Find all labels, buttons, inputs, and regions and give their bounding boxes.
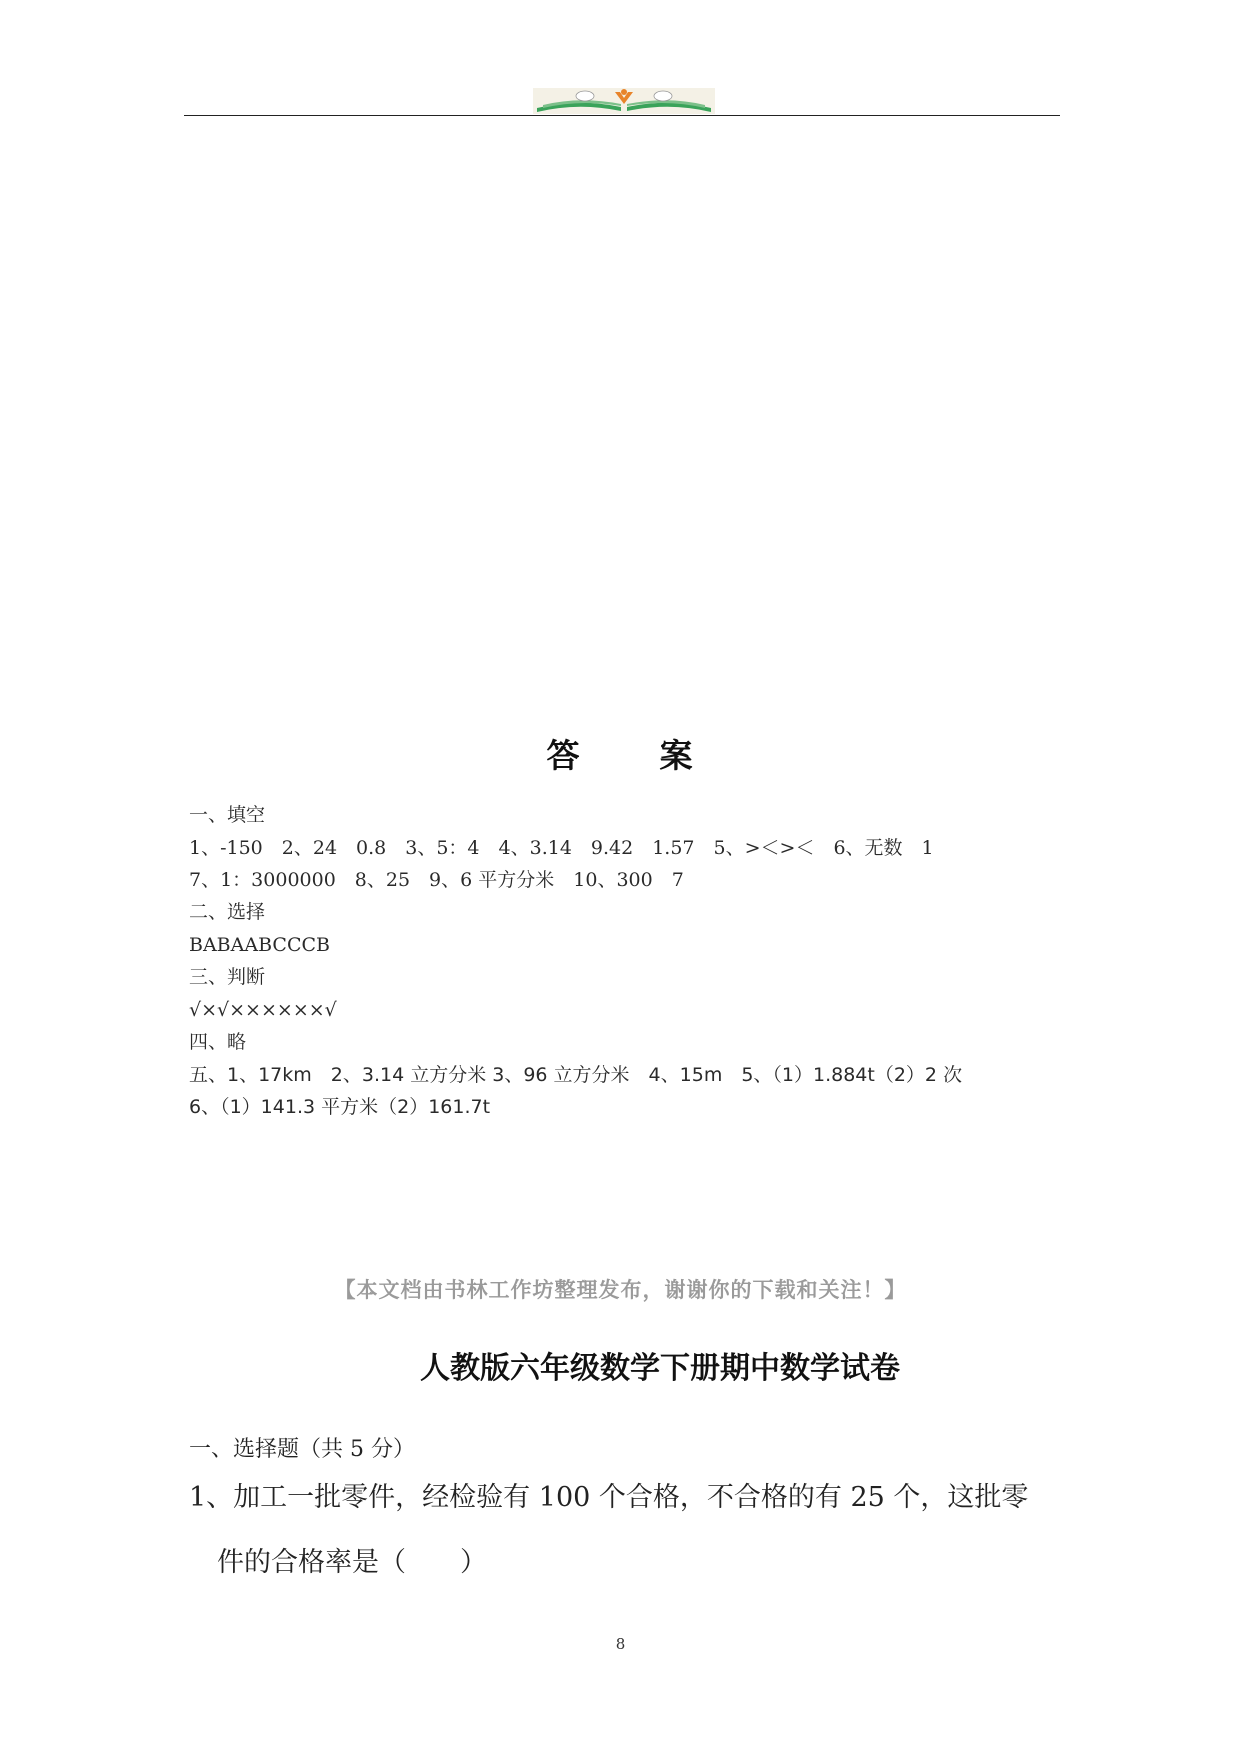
section1-answers-line1: 1、-150 2、24 0.8 3、5：4 4、3.14 9.42 1.57 5、>＜>＜ 6、无数 1 (189, 837, 934, 859)
section1-answers-line2: 7、1：3000000 8、25 9、6 平方分米 10、300 7 (189, 869, 684, 891)
book-logo-icon (533, 88, 715, 114)
document-source-note: 【本文档由书林工作坊整理发布，谢谢你的下载和关注！】 (334, 1278, 907, 1302)
exam-section-heading: 一、选择题（共 5 分） (189, 1437, 415, 1462)
exam-title: 人教版六年级数学下册期中数学试卷 (420, 1351, 900, 1386)
section1-heading: 一、填空 (189, 804, 266, 826)
section2-heading: 二、选择 (189, 901, 266, 923)
section5-answers-line2: 6、（1）141.3 平方米（2）161.7t (189, 1096, 491, 1118)
page-number: 8 (615, 1635, 626, 1653)
answers-title-char-2: 案 (659, 736, 695, 775)
question-1-line1: 1、加工一批零件，经检验有 100 个合格，不合格的有 25 个，这批零 (189, 1482, 1029, 1513)
section4-heading: 四、略 (189, 1031, 247, 1053)
answers-title (0, 735, 1241, 777)
section3-heading: 三、判断 (189, 966, 266, 988)
header-divider (184, 115, 1060, 116)
question-1-line2: 件的合格率是（ ） (217, 1547, 487, 1578)
answers-title-char-1: 答 (546, 736, 582, 775)
header-logo (533, 88, 715, 114)
section5-answers-line1: 五、1、17km 2、3.14 立方分米 3、96 立方分米 4、15m 5、（1）1.884t（2）2 次 (189, 1064, 963, 1086)
section3-answer: √×√××××××√ (189, 999, 337, 1021)
section2-answer: BABAABCCCB (189, 934, 330, 956)
